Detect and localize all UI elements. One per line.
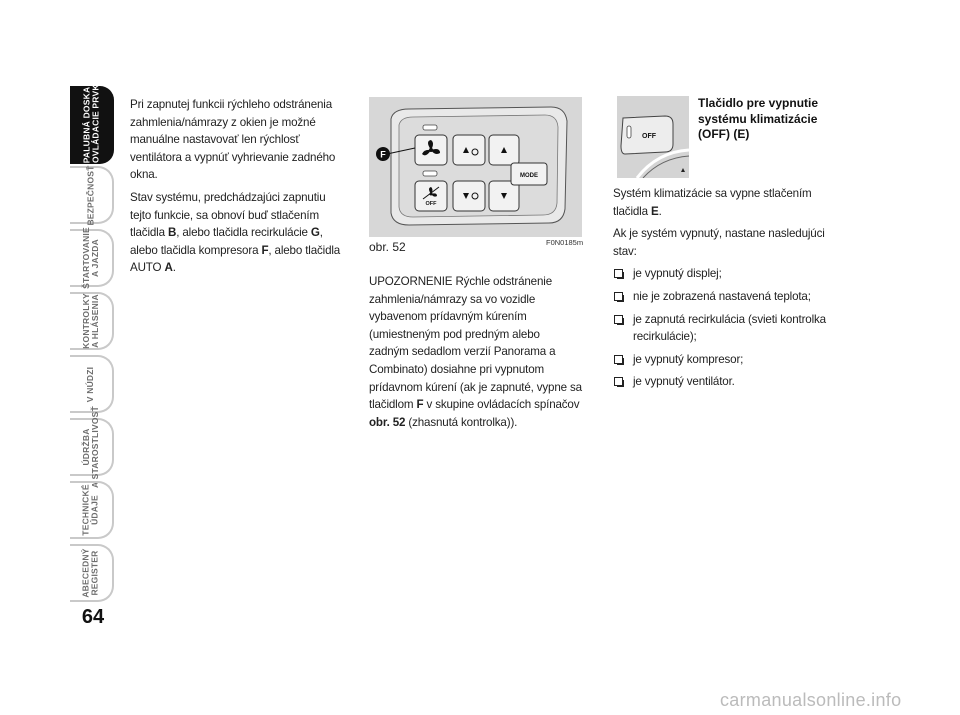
paragraph: Systém klimatizácie sa vypne stlačením tlačidla E. (613, 187, 812, 218)
tab-technical-data[interactable] (70, 481, 114, 539)
figure-caption: obr. 52 (369, 240, 406, 254)
column-3-text (613, 185, 843, 396)
list-item: je vypnutý kompresor; (613, 351, 843, 369)
checkbox-bullet-icon (614, 377, 623, 386)
list-item: je vypnutý ventilátor. (613, 373, 843, 391)
tab-maintenance[interactable] (70, 406, 114, 488)
paragraph: Ak je systém vypnutý, nastane nasledujúci stav: (613, 227, 825, 258)
column-1-text (130, 96, 345, 282)
tab-dashboard-controls[interactable] (70, 78, 114, 172)
tab-label: ŠTARTOVANIE A JAZDA (81, 227, 100, 289)
tab-label: ABECEDNÝ REGISTER (81, 548, 100, 598)
page-number: 64 (81, 606, 105, 628)
tab-label: V NÚDZI (85, 366, 96, 402)
column-2-text (369, 273, 582, 436)
callout-f-label: F (380, 149, 386, 160)
checkbox-bullet-icon (614, 355, 623, 364)
section-heading: Tlačidlo pre vypnutie systému klimatizácie (OFF) (E) (698, 96, 819, 141)
tab-label: ÚDRŽBA A STAROSTLIVOSŤ (81, 406, 100, 488)
figure-code: F0N0185m (546, 238, 584, 247)
paragraph: Stav systému, predchádzajúci zapnutiu tejto funkcie, sa obnoví buď stlačením tlačidla B, alebo tlačidla recirkulácie G, alebo tlačidla kompresora F, alebo tlačidla AUTO A. (130, 190, 341, 275)
checkbox-bullet-icon (614, 269, 623, 278)
figure-off-button (617, 96, 689, 178)
tab-label: BEZPEČNOSŤ (85, 164, 96, 226)
warning-paragraph: UPOZORNENIE Rýchle odstránenie zahmlenia/námrazy sa vo vozidle vybavenom prídavným kúrením (umiestneným pod predným alebo zadným sedadlom verzií Panorama a Combinato) dosiahne pri vypnutom prídavnom kúrení (ak je zapnuté, vypne sa tlačidlom F v skupine ovládacích spínačov obr. 52 (zhasnutá kontrolka)). (369, 275, 582, 429)
list-item: je vypnutý displej; (613, 265, 843, 283)
paragraph: Pri zapnutej funkcii rýchleho odstránenia zahmlenia/námrazy z okien je možné manuálne nastavovať len rýchlosť ventilátora a vypnúť vyhrievanie zadného okna. (130, 98, 336, 182)
off-button-label: OFF (425, 201, 437, 207)
tab-starting-driving[interactable] (70, 229, 114, 287)
tab-emergency[interactable] (70, 355, 114, 413)
figure-52-control-panel (369, 97, 582, 237)
off-button-illustration (617, 96, 689, 178)
checkbox-bullet-icon (614, 292, 623, 301)
control-panel-illustration (369, 97, 582, 237)
section-tab-strip (70, 78, 114, 606)
tab-label: KONTROLKY A HLÁSENIA (81, 293, 101, 349)
list-item: je zapnutá recirkulácia (svieti kontrolka recirkulácie); (613, 311, 843, 346)
off-label: OFF (642, 133, 656, 140)
mode-button-label: MODE (520, 173, 538, 179)
tab-label: PALUBNÁ DOSKA A OVLÁDACIE PRVKY (82, 78, 102, 172)
tab-safety[interactable] (70, 166, 114, 224)
tab-label: TECHNICKÉ ÚDAJE (81, 484, 101, 536)
tab-warning-lights[interactable] (70, 292, 114, 350)
tab-index[interactable] (70, 544, 114, 602)
watermark: carmanualsonline.info (720, 690, 902, 710)
state-list (613, 265, 843, 391)
list-item: nie je zobrazená nastavená teplota; (613, 288, 843, 306)
checkbox-bullet-icon (614, 315, 623, 324)
